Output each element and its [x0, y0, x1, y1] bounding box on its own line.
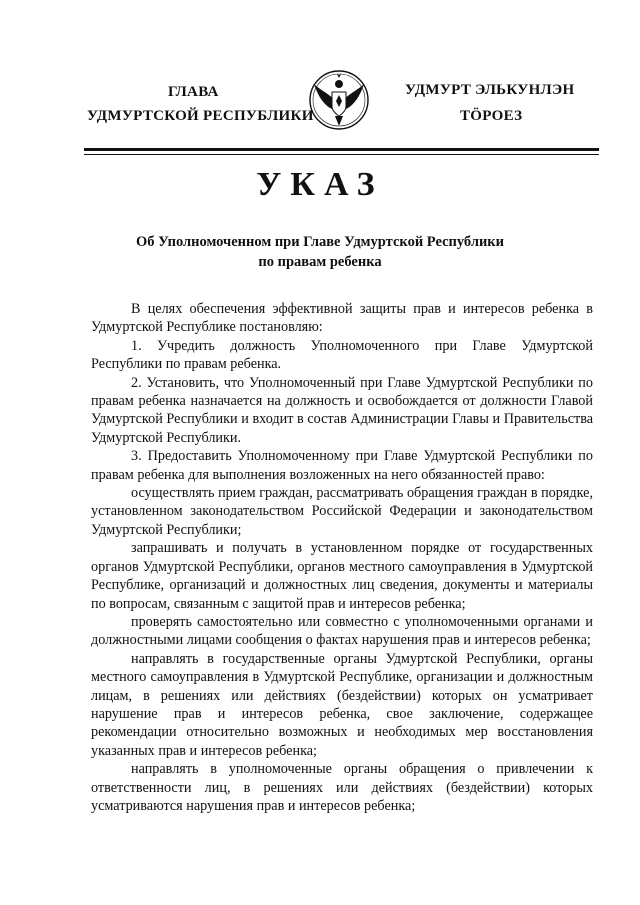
body-paragraph: 1. Учредить должность Уполномоченного при Главе Удмуртской Республики по правам ребенка. [91, 337, 593, 373]
body-paragraph: проверять самостоятельно или совместно с уполномоченными органами и должностными лицами сообщения о фактах нарушения прав и интересов ребенка; [91, 613, 593, 649]
header-divider-thick [84, 148, 599, 151]
header-left-line2: УДМУРТСКОЙ РЕСПУБЛИКИ [87, 108, 314, 124]
document-title-line2: по правам ребенка [258, 254, 382, 270]
header-left-line1: ГЛАВА [168, 84, 219, 100]
coat-of-arms-emblem-icon [308, 64, 370, 138]
body-paragraph: запрашивать и получать в установленном порядке от государственных органов Удмуртской Республики, органов местного самоуправления в Удмуртской Республике, организаций и должностных лиц сведения, документы и материалы по вопросам, связанным с защитой прав и интересов ребенка; [91, 540, 593, 612]
header-right-line2: ТӦРОЕЗ [460, 108, 523, 124]
header-divider-thin [84, 154, 599, 155]
document-type-heading: УКАЗ [256, 166, 384, 203]
header-right-line1: УДМУРТ ЭЛЬКУНЛЭН [405, 82, 575, 98]
body-paragraph: В целях обеспечения эффективной защиты прав и интересов ребенка в Удмуртской Республике постановляю: [91, 301, 593, 336]
body-paragraph: 2. Установить, что Уполномоченный при Главе Удмуртской Республики по правам ребенка назначается на должность и освобождается от должности Главой Удмуртской Республики и входит в состав Администрации Главы и Правительства Удмуртской Республики. [91, 374, 593, 446]
document-body [91, 300, 593, 815]
document-title-line1: Об Уполномоченном при Главе Удмуртской Республики [135, 234, 505, 250]
body-paragraph: направлять в уполномоченные органы обращения о привлечении к ответственности лиц, в решениях или действиях (бездействии) которых усматриваются нарушения прав и интересов ребенка; [91, 761, 593, 814]
body-paragraph: направлять в государственные органы Удмуртской Республики, органы местного самоуправления в Удмуртской Республике, организации и должностным лицам, в решениях или действиях (бездействии) которых он усматривает нарушение прав и интересов ребенка, свое заключение, содержащее рекомендации относительно возможных и необходимых мер восстановления указанных прав и интересов ребенка; [91, 650, 593, 759]
document-title [0, 232, 640, 272]
body-paragraph: 3. Предоставить Уполномоченному при Главе Удмуртской Республики по правам ребенка для выполнения возложенных на него обязанностей право: [91, 448, 593, 483]
body-paragraph: осуществлять прием граждан, рассматривать обращения граждан в порядке, установленном законодательством Российской Федерации и законодательством Удмуртской Республики; [91, 485, 593, 538]
